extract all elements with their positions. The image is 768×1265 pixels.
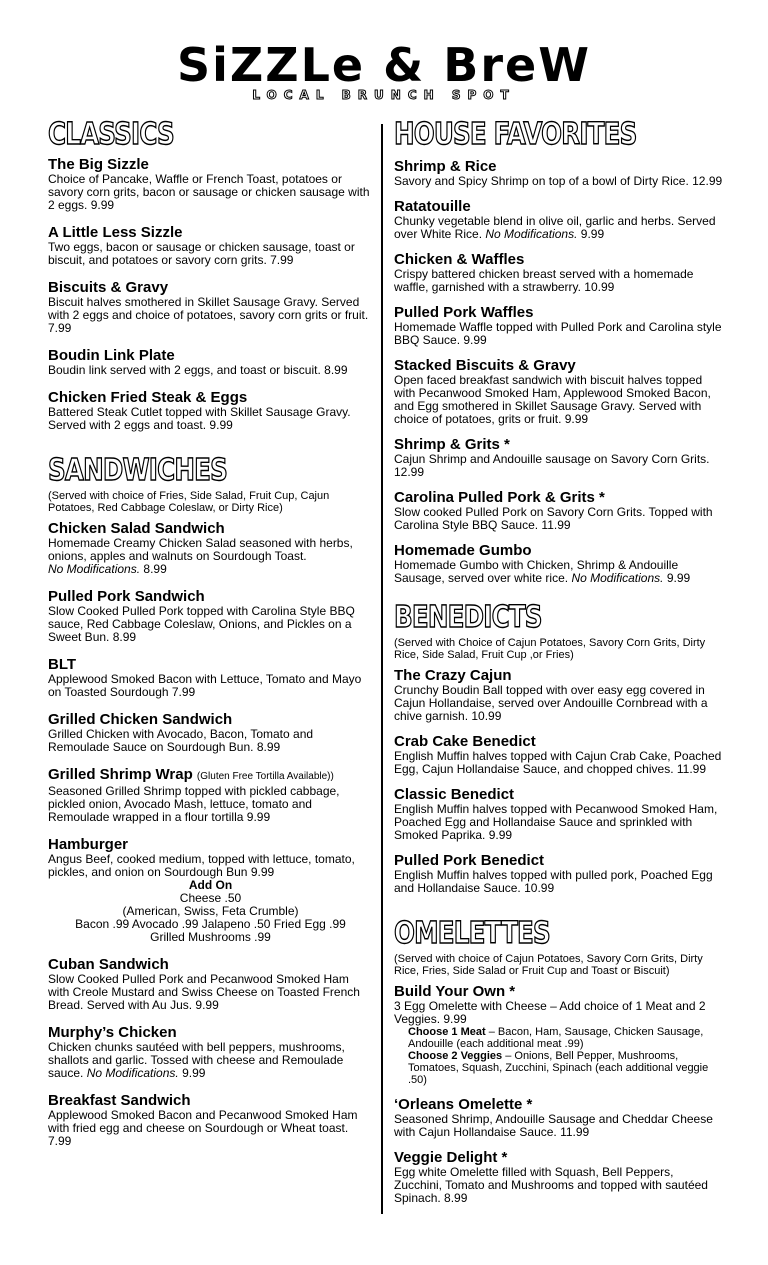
item-name: Build Your Own * [394, 983, 516, 1000]
menu-item [48, 656, 373, 699]
item-description: Choice of Pancake, Waffle or French Toast, potatoes or savory corn grits, bacon or sausage or chicken sausage with 2 eggs. 9.99 [48, 172, 370, 212]
item-description: English Muffin halves topped with pulled pork, Poached Egg and Hollandaise Sauce. 10.99 [394, 868, 713, 895]
item-description: Boudin link served with 2 eggs, and toast or biscuit. 8.99 [48, 363, 348, 377]
menu-item [48, 224, 373, 267]
menu-item [48, 588, 373, 644]
section-title-benedicts: BENEDICTS [394, 600, 542, 635]
item-description: 3 Egg Omelette with Cheese – Add choice of 1 Meat and 2 Veggies. 9.99 [394, 999, 706, 1026]
item-name: Stacked Biscuits & Gravy [394, 357, 576, 374]
item-description: Applewood Smoked Bacon with Lettuce, Tomato and Mayo on Toasted Sourdough 7.99 [48, 672, 362, 699]
item-name: Breakfast Sandwich [48, 1092, 191, 1109]
add-on-line: Grilled Mushrooms .99 [150, 930, 271, 944]
item-name: Veggie Delight * [394, 1149, 508, 1166]
item-modifications: No Modifications. [86, 1066, 179, 1080]
menu-header [0, 40, 768, 102]
item-price: 9.99 [666, 571, 691, 585]
sandwiches-section [48, 454, 373, 1148]
menu-item [48, 156, 373, 212]
item-description: Open faced breakfast sandwich with biscuit halves topped with Pecanwood Smoked Ham, Applewood Smoked Bacon, and Egg smothered in Skillet Sausage Gravy. Served with choice of potatoes, grits or fruit. 9.99 [394, 373, 711, 426]
classics-section [48, 118, 373, 432]
veggie-choice [394, 1050, 724, 1086]
menu-item [48, 1092, 373, 1148]
item-name: Murphy’s Chicken [48, 1024, 177, 1041]
item-name: Homemade Gumbo [394, 542, 532, 559]
item-description: Slow Cooked Pulled Pork topped with Carolina Style BBQ sauce, Red Cabbage Coleslaw, Onions, and Pickles on a Sweet Bun. 8.99 [48, 604, 355, 644]
menu-item [394, 733, 724, 776]
item-name: Shrimp & Grits * [394, 436, 510, 453]
item-modifications: No Modifications. [571, 571, 664, 585]
item-name: ‘Orleans Omelette * [394, 1096, 533, 1113]
menu-item [394, 852, 724, 895]
menu-item [394, 198, 724, 241]
left-column [48, 118, 373, 1160]
item-name: A Little Less Sizzle [48, 224, 183, 241]
section-title-classics: CLASSICS [48, 117, 174, 152]
item-description-text: Chicken chunks sautéed with bell peppers, mushrooms, shallots and garlic. Tossed with cheese and Remoulade sauce. [48, 1040, 345, 1080]
section-title-omelettes: OMELETTES [394, 916, 550, 951]
item-note: (Gluten Free Tortilla Available)) [196, 771, 334, 782]
menu-item [48, 1024, 373, 1080]
item-name: Classic Benedict [394, 786, 515, 803]
item-description [394, 215, 724, 241]
menu-item [394, 357, 724, 426]
right-column [394, 118, 724, 1217]
menu-item [394, 158, 724, 188]
menu-item [394, 251, 724, 294]
menu-item [48, 347, 373, 377]
item-description-text: Homemade Creamy Chicken Salad seasoned with herbs, onions, apples and walnuts on Sourdough Toast. [48, 536, 353, 563]
item-name: Pulled Pork Sandwich [48, 588, 205, 605]
menu-item [394, 436, 724, 479]
menu-item [394, 667, 724, 723]
item-name: Chicken Fried Steak & Eggs [48, 389, 248, 406]
menu-item [48, 766, 373, 824]
item-name: Chicken & Waffles [394, 251, 525, 268]
add-on-line: (American, Swiss, Feta Crumble) [122, 904, 299, 918]
item-description: Two eggs, bacon or sausage or chicken sausage, toast or biscuit, and potatoes or savory corn grits. 7.99 [48, 240, 355, 267]
item-description-text: Chunky vegetable blend in olive oil, garlic and herbs. Served over White Rice. [394, 214, 716, 241]
section-note: (Served with choice of Cajun Potatoes, Savory Corn Grits, Dirty Rice, Fries, Side Salad or Fruit Cup and Toast or Biscuit) [394, 953, 703, 977]
item-price: 8.99 [143, 562, 167, 576]
add-on-line: Cheese .50 [179, 891, 242, 905]
menu-item [48, 279, 373, 335]
item-modifications: No Modifications. [48, 562, 141, 576]
item-name: Biscuits & Gravy [48, 279, 169, 296]
item-description: English Muffin halves topped with Pecanwood Smoked Ham, Poached Egg and Hollandaise Sauce and sprinkled with Smoked Paprika. 9.99 [394, 802, 718, 842]
menu-item [394, 542, 724, 585]
meat-choice [394, 1026, 724, 1050]
item-description: Homemade Waffle topped with Pulled Pork and Carolina style BBQ Sauce. 9.99 [394, 320, 722, 347]
item-description: Seasoned Grilled Shrimp topped with pickled cabbage, pickled onion, Avocado Mash, lettuce, tomato and Remoulade wrapped in a flour tortilla 9.99 [48, 784, 340, 824]
item-description: Savory and Spicy Shrimp on top of a bowl of Dirty Rice. 12.99 [394, 174, 723, 188]
item-description: Applewood Smoked Bacon and Pecanwood Smoked Ham with fried egg and cheese on Sourdough or Wheat toast. 7.99 [48, 1108, 358, 1148]
menu-item [48, 836, 373, 944]
menu-item [394, 1149, 724, 1205]
house-favorites-section [394, 118, 724, 585]
restaurant-name: SiZZLe & BreW [177, 38, 591, 92]
item-name: Hamburger [48, 836, 129, 853]
item-description: Grilled Chicken with Avocado, Bacon, Tomato and Remoulade Sauce on Sourdough Bun. 8.99 [48, 727, 314, 754]
item-price: 9.99 [182, 1066, 206, 1080]
add-on-list [48, 879, 373, 944]
menu-item [394, 1096, 724, 1139]
item-description: Angus Beef, cooked medium, topped with lettuce, tomato, pickles, and onion on Sourdough Bun 9.99 [48, 852, 355, 879]
item-name: The Crazy Cajun [394, 667, 512, 684]
menu-item [394, 489, 724, 532]
item-name: Carolina Pulled Pork & Grits * [394, 489, 605, 506]
omelettes-section [394, 917, 724, 1205]
item-description: Slow cooked Pulled Pork on Savory Corn Grits. Topped with Carolina Style BBQ Sauce. 11.99 [394, 505, 713, 532]
item-name: BLT [48, 656, 77, 673]
item-name: Cuban Sandwich [48, 956, 169, 973]
meat-choice-label: Choose 1 Meat [408, 1026, 486, 1038]
veggie-choice-label: Choose 2 Veggies [408, 1050, 503, 1062]
item-name: Pulled Pork Waffles [394, 304, 534, 321]
item-description: English Muffin halves topped with Cajun Crab Cake, Poached Egg, Cajun Hollandaise Sauce, and chopped chives. 11.99 [394, 749, 722, 776]
menu-item [394, 983, 724, 1086]
section-note: (Served with choice of Fries, Side Salad, Fruit Cup, Cajun Potatoes, Red Cabbage Coleslaw, or Dirty Rice) [48, 490, 330, 514]
veggie-choice-text: – Onions, Bell Pepper, Mushrooms, Tomatoes, Squash, Zucchini, Spinach (each additional veggie .50) [408, 1050, 709, 1086]
restaurant-tagline: LOCAL BRUNCH SPOT [252, 88, 516, 102]
meat-choice-text: – Bacon, Ham, Sausage, Chicken Sausage, Andouille (each additional meat .99) [408, 1026, 704, 1050]
column-divider [381, 124, 383, 1214]
item-name: Shrimp & Rice [394, 158, 497, 175]
item-name: Pulled Pork Benedict [394, 852, 545, 869]
menu-item [48, 389, 373, 432]
menu-item [48, 520, 373, 576]
item-description: Crunchy Boudin Ball topped with over easy egg covered in Cajun Hollandaise, served over Andouille Cornbread with a chive garnish. 10.99 [394, 683, 708, 723]
item-description: Battered Steak Cutlet topped with Skillet Sausage Gravy. Served with 2 eggs and toast. 9.99 [48, 405, 351, 432]
menu-item [394, 304, 724, 347]
section-note: (Served with Choice of Cajun Potatoes, Savory Corn Grits, Dirty Rice, Side Salad, Fruit Cup ,or Fries) [394, 637, 706, 661]
item-description: Cajun Shrimp and Andouille sausage on Savory Corn Grits. 12.99 [394, 452, 710, 479]
item-name: The Big Sizzle [48, 156, 149, 173]
item-modifications: No Modifications. [485, 227, 578, 241]
benedicts-section [394, 601, 724, 895]
item-description: Crispy battered chicken breast served with a homemade waffle, garnished with a strawberry. 10.99 [394, 267, 694, 294]
item-name: Grilled Chicken Sandwich [48, 711, 233, 728]
menu-item [394, 786, 724, 842]
item-description: Biscuit halves smothered in Skillet Sausage Gravy. Served with 2 eggs and choice of potatoes, savory corn grits or fruit. 7.99 [48, 295, 369, 335]
item-description-text: Homemade Gumbo with Chicken, Shrimp & Andouille Sausage, served over white rice. [394, 558, 679, 585]
item-description: Egg white Omelette filled with Squash, Bell Peppers, Zucchini, Tomato and Mushrooms and topped with sautéed Spinach. 8.99 [394, 1165, 708, 1205]
section-title-house-favorites: HOUSE FAVORITES [394, 117, 637, 152]
add-on-title: Add On [188, 878, 233, 892]
item-description [48, 1041, 373, 1080]
menu-item [48, 711, 373, 754]
item-description [48, 537, 373, 576]
section-title-sandwiches: SANDWICHES [48, 453, 228, 488]
item-description: Seasoned Shrimp, Andouille Sausage and Cheddar Cheese with Cajun Hollandaise Sauce. 11.99 [394, 1112, 713, 1139]
item-name: Grilled Shrimp Wrap [48, 766, 193, 783]
item-name: Chicken Salad Sandwich [48, 520, 225, 537]
add-on-line: Bacon .99 Avocado .99 Jalapeno .50 Fried Egg .99 [75, 917, 346, 931]
item-name: Crab Cake Benedict [394, 733, 536, 750]
item-price: 9.99 [580, 227, 605, 241]
item-description: Slow Cooked Pulled Pork and Pecanwood Smoked Ham with Creole Mustard and Swiss Cheese on Toasted French Bread. Served with Au Jus. 9.99 [48, 972, 360, 1012]
item-name: Boudin Link Plate [48, 347, 175, 364]
item-name-row [48, 766, 373, 785]
item-name: Ratatouille [394, 198, 471, 215]
menu-item [48, 956, 373, 1012]
item-description [394, 559, 724, 585]
